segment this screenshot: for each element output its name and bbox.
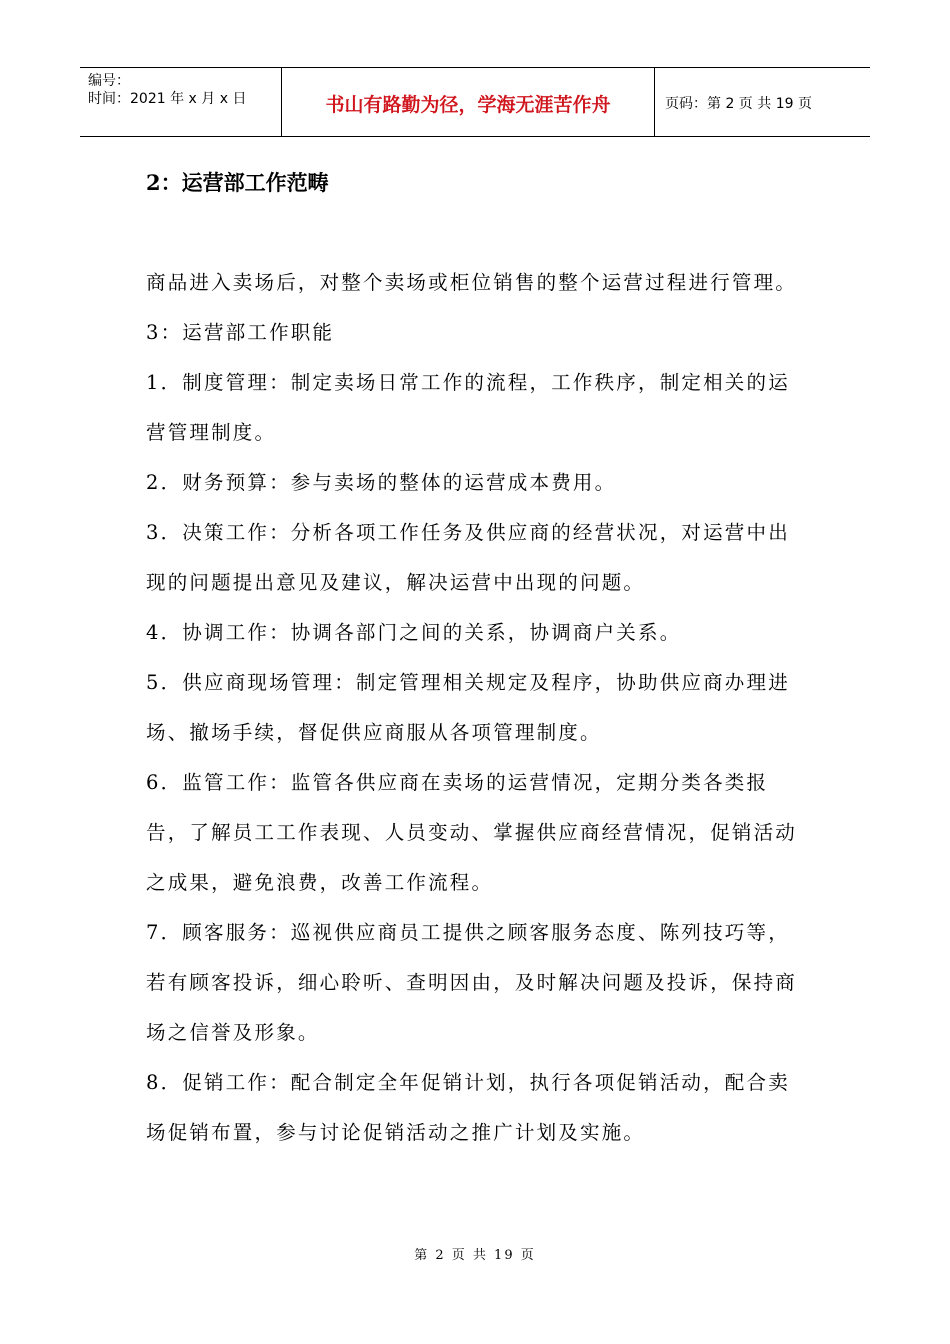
- paragraph: 商品进入卖场后，对整个卖场或柜位销售的整个运营过程进行管理。: [146, 271, 798, 294]
- paragraph: 3．决策工作：分析各项工作任务及供应商的经营状况，对运营中出现的问题提出意见及建议，解决运营中出现的问题。: [146, 521, 790, 594]
- page-footer: 第 2 页 共 19 页: [414, 1248, 536, 1263]
- paragraph: 4．协调工作：协调各部门之间的关系，协调商户关系。: [146, 621, 682, 644]
- document-number-label: 编号：: [88, 73, 130, 89]
- header-meta: [80, 68, 282, 136]
- paragraph: 1．制度管理：制定卖场日常工作的流程，工作秩序，制定相关的运营管理制度。: [146, 371, 790, 444]
- header-motto: 书山有路勤为径，学海无涯苦作舟: [282, 68, 655, 136]
- document-date: 时间：2021 年 x 月 x 日: [88, 91, 247, 107]
- paragraph: 6．监管工作：监管各供应商在卖场的运营情况，定期分类各类报告，了解员工工作表现、人员变动、掌握供应商经营情况，促销活动之成果，避免浪费，改善工作流程。: [146, 771, 798, 894]
- document-header: [80, 67, 870, 137]
- paragraph: 8．促销工作：配合制定全年促销计划，执行各项促销活动，配合卖场促销布置，参与讨论促销活动之推广计划及实施。: [146, 1071, 790, 1144]
- paragraph: 2．财务预算：参与卖场的整体的运营成本费用。: [146, 471, 617, 494]
- section-title: 2：运营部工作范畴: [146, 170, 329, 195]
- paragraph: 7．顾客服务：巡视供应商员工提供之顾客服务态度、陈列技巧等，若有顾客投诉，细心聆听、查明因由，及时解决问题及投诉，保持商场之信誉及形象。: [146, 921, 798, 1044]
- document-body: [146, 258, 811, 1158]
- paragraph: 3：运营部工作职能: [146, 321, 335, 344]
- header-page-info: 页码：第 2 页 共 19 页: [665, 96, 812, 112]
- paragraph: 5．供应商现场管理：制定管理相关规定及程序，协助供应商办理进场、撤场手续，督促供应商服从各项管理制度。: [146, 671, 790, 744]
